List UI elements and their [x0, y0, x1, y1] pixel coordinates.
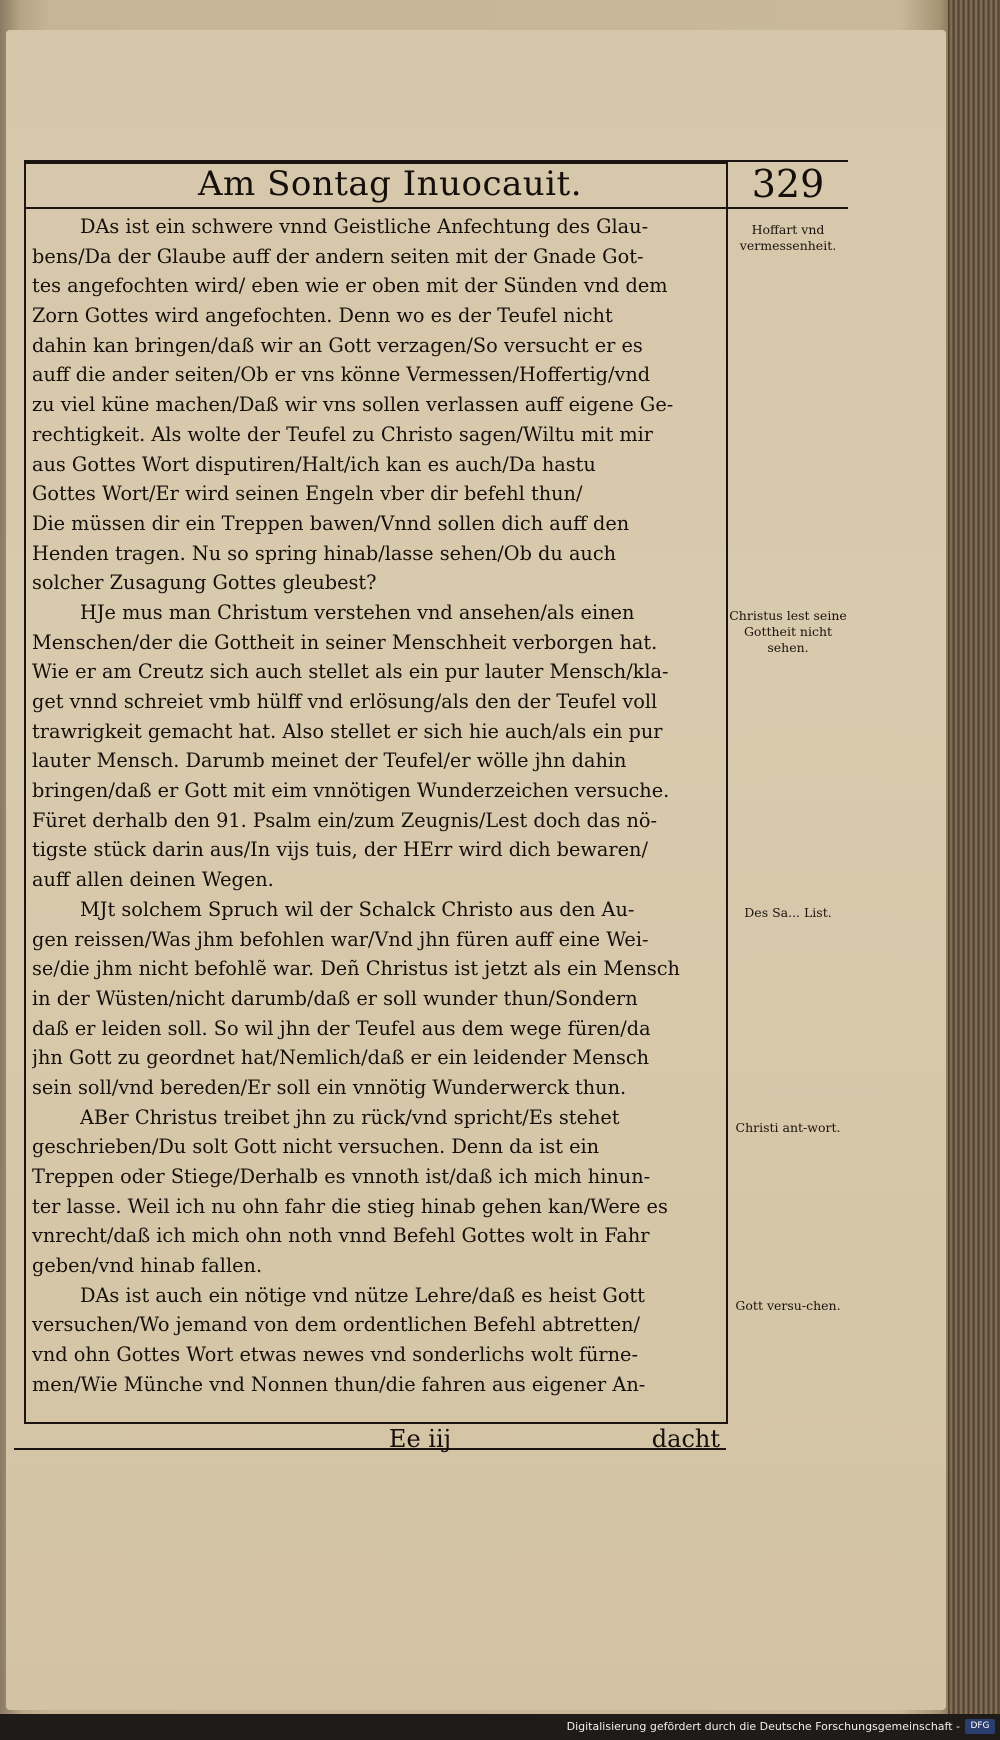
margin-note-1: Hoffart vnd vermessenheit. — [739, 222, 837, 253]
text-line: bens/Da der Glaube auff der andern seiten mit der Gnade Got- — [32, 244, 644, 268]
text-line: Die müssen dir ein Treppen bawen/Vnnd sollen dich auff den — [32, 511, 630, 535]
text-line: Henden tragen. Nu so spring hinab/lasse sehen/Ob du auch — [32, 541, 617, 565]
text-line: tigste stück darin aus/In vijs tuis, der HErr wird dich bewaren/ — [32, 838, 648, 862]
signature-mark: Ee iij — [388, 1425, 452, 1453]
margin-note-3: Des Sa... List. — [744, 905, 832, 920]
text-line: aus Gottes Wort disputiren/Halt/ich kan es auch/Da hastu — [32, 452, 596, 476]
text-line: vnd ohn Gottes Wort etwas newes vnd sonderlichs wolt fürne- — [32, 1343, 638, 1367]
margin-note-5: Gott versu-chen. — [735, 1298, 841, 1313]
text-line: in der Wüsten/nicht darumb/daß er soll wunder thun/Sondern — [32, 986, 638, 1010]
text-line: jhn Gott zu geordnet hat/Nemlich/daß er ein leidender Mensch — [32, 1046, 650, 1070]
text-line: dahin kan bringen/daß wir an Gott verzagen/So versucht er es — [32, 333, 643, 357]
text-line: se/die jhm nicht befohlẽ war. Deñ Christus ist jetzt als ein Mensch — [32, 957, 680, 981]
text-line: trawrigkeit gemacht hat. Also stellet er sich hie auch/als ein pur — [32, 719, 663, 743]
digitization-credit: Digitalisierung gefördert durch die Deutsche Forschungsgemeinschaft - — [566, 1720, 960, 1733]
text-line: gen reissen/Was jhm befohlen war/Vnd jhn füren auff eine Wei- — [32, 927, 649, 951]
text-line: Wie er am Creutz sich auch stellet als ein pur lauter Mensch/kla- — [32, 660, 669, 684]
text-line: vnrecht/daß ich mich ohn noth vnnd Befehl Gottes wolt in Fahr — [32, 1224, 650, 1248]
margin-note-2: Christus lest seine Gottheit nicht sehen. — [729, 608, 847, 655]
text-line: lauter Mensch. Darumb meinet der Teufel/er wölle jhn dahin — [32, 749, 627, 773]
text-line: solcher Zusagung Gottes gleubest? — [32, 571, 377, 595]
book-page-edges — [948, 0, 1000, 1740]
text-line: men/Wie Münche vnd Nonnen thun/die fahren aus eigener An- — [32, 1372, 646, 1396]
text-line: rechtigkeit. Als wolte der Teufel zu Christo sagen/Wiltu mit mir — [32, 422, 653, 446]
running-head: Am Sontag Inuocauit. — [197, 164, 583, 204]
text-line: Menschen/der die Gottheit in seiner Menschheit verborgen hat. — [32, 630, 658, 654]
margin-note-4: Christi ant-wort. — [735, 1120, 841, 1135]
text-line: get vnnd schreiet vmb hülff vnd erlösung/als den der Teufel voll — [32, 690, 658, 713]
text-line: Treppen oder Stiege/Derhalb es vnnoth ist/daß ich mich hinun- — [32, 1165, 651, 1188]
text-line: auff allen deinen Wegen. — [32, 868, 274, 892]
text-line: sein soll/vnd bereden/Er soll ein vnnötig Wunderwerck thun. — [32, 1075, 627, 1099]
text-line: MJt solchem Spruch wil der Schalck Christo aus den Au- — [80, 897, 635, 921]
text-line: ter lasse. Weil ich nu ohn fahr die stieg hinab gehen kan/Were es — [32, 1194, 668, 1218]
text-line: versuchen/Wo jemand von dem ordentlichen Befehl abtretten/ — [32, 1313, 641, 1337]
text-line: auff die ander seiten/Ob er vns könne Vermessen/Hoffertig/vnd — [32, 363, 651, 387]
catchword: dacht — [651, 1425, 720, 1453]
text-line: bringen/daß er Gott mit eim vnnötigen Wunderzeichen versuche. — [32, 779, 670, 803]
text-line: zu viel küne machen/Daß wir vns sollen verlassen auff eigene Ge- — [32, 393, 674, 417]
text-line: daß er leiden soll. So wil jhn der Teufel aus dem wege füren/da — [32, 1016, 651, 1040]
page-number: 329 — [751, 162, 825, 206]
text-line: DAs ist ein schwere vnnd Geistliche Anfechtung des Glau- — [80, 215, 649, 238]
dfg-logo: DFG — [965, 1719, 995, 1734]
text-line: Zorn Gottes wird angefochten. Denn wo es der Teufel nicht — [32, 304, 613, 328]
text-line: geben/vnd hinab fallen. — [32, 1254, 263, 1278]
text-line: HJe mus man Christum verstehen vnd ansehen/als einen — [80, 600, 635, 624]
text-line: ABer Christus treibet jhn zu rück/vnd spricht/Es stehet — [80, 1105, 620, 1129]
text-line: DAs ist auch ein nötige vnd nütze Lehre/daß es heist Gott — [80, 1283, 645, 1307]
body-text — [32, 212, 718, 1400]
text-line: geschrieben/Du solt Gott nicht versuchen. Denn da ist ein — [32, 1135, 600, 1159]
text-line: tes angefochten wird/ eben wie er oben mit der Sünden vnd dem — [32, 274, 668, 298]
text-line: Füret derhalb den 91. Psalm ein/zum Zeugnis/Lest doch das nö- — [32, 808, 658, 832]
text-line: Gottes Wort/Er wird seinen Engeln vber dir befehl thun/ — [32, 482, 583, 506]
